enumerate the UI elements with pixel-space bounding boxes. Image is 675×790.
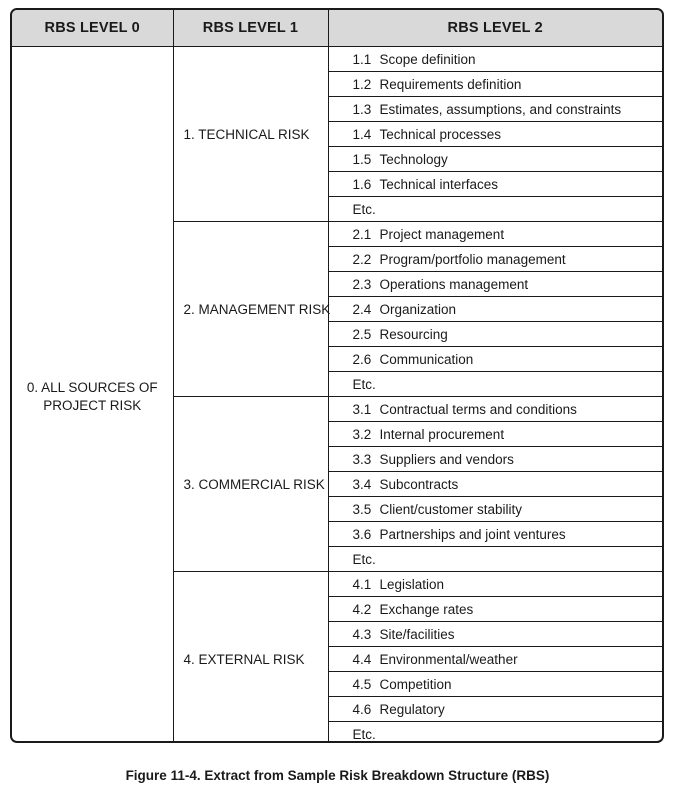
item-number: 1.4	[352, 126, 372, 142]
item-text: Project management	[379, 226, 505, 242]
item-text: Regulatory	[379, 701, 445, 717]
item-text: Etc.	[352, 551, 376, 567]
item-number: 4.5	[352, 676, 372, 692]
item-text: Technical interfaces	[379, 176, 499, 192]
rbs-level-2-item	[328, 672, 662, 697]
rbs-level-2-item	[328, 197, 662, 222]
item-number: 4.3	[352, 626, 372, 642]
item-text: Organization	[379, 301, 457, 317]
item-text: Suppliers and vendors	[379, 451, 514, 467]
item-number: 3.3	[352, 451, 372, 467]
item-number: 1.6	[352, 176, 372, 192]
item-number: 4.1	[352, 576, 372, 592]
item-text: Technical processes	[379, 126, 502, 142]
item-number: 2.2	[352, 251, 372, 267]
rbs-level-2-item	[328, 272, 662, 297]
item-text: Site/facilities	[379, 626, 455, 642]
rbs-level-2-item	[328, 522, 662, 547]
item-text: Estimates, assumptions, and constraints	[379, 101, 622, 117]
item-number: 3.4	[352, 476, 372, 492]
rbs-level-2-item	[328, 222, 662, 247]
item-text: Environmental/weather	[379, 651, 518, 667]
item-text: Etc.	[352, 726, 376, 742]
item-number: 1.5	[352, 151, 372, 167]
rbs-level-2-item	[328, 722, 662, 744]
rbs-level-2-item	[328, 322, 662, 347]
item-text: Legislation	[379, 576, 445, 592]
rbs-level-2-item	[328, 572, 662, 597]
header-rbs-level-2: RBS LEVEL 2	[328, 10, 662, 47]
item-text: Technology	[379, 151, 448, 167]
rbs-level-2-item	[328, 447, 662, 472]
item-text: Contractual terms and conditions	[379, 401, 577, 417]
rbs-level-2-item	[328, 247, 662, 272]
item-number: 3.1	[352, 401, 372, 417]
rbs-level-2-item	[328, 172, 662, 197]
rbs-table-frame	[10, 8, 664, 743]
rbs-level-2-item	[328, 422, 662, 447]
item-text: Partnerships and joint ventures	[379, 526, 566, 542]
rbs-level-2-item	[328, 622, 662, 647]
header-rbs-level-0: RBS LEVEL 0	[12, 10, 173, 47]
table-row	[12, 47, 662, 72]
item-text: Subcontracts	[379, 476, 459, 492]
item-number: 2.6	[352, 351, 372, 367]
rbs-level-1-cell: 1. TECHNICAL RISK	[173, 47, 328, 222]
figure-caption: Figure 11-4. Extract from Sample Risk Breakdown Structure (RBS)	[125, 768, 550, 783]
item-number: 1.3	[352, 101, 372, 117]
item-number: 1.2	[352, 76, 372, 92]
item-number: 4.4	[352, 651, 372, 667]
rbs-level-2-item	[328, 497, 662, 522]
rbs-level-2-item	[328, 147, 662, 172]
rbs-level-2-item	[328, 72, 662, 97]
rbs-level-0-cell: 0. ALL SOURCES OF PROJECT RISK	[12, 47, 173, 744]
item-text: Client/customer stability	[379, 501, 523, 517]
item-number: 3.2	[352, 426, 372, 442]
item-text: Etc.	[352, 201, 376, 217]
rbs-level-2-item	[328, 597, 662, 622]
item-number: 3.6	[352, 526, 372, 542]
item-number: 1.1	[352, 51, 372, 67]
rbs-level-2-item	[328, 647, 662, 672]
item-number: 4.2	[352, 601, 372, 617]
rbs-level-2-item	[328, 297, 662, 322]
rbs-level-2-item	[328, 347, 662, 372]
item-text: Internal procurement	[379, 426, 505, 442]
item-text: Program/portfolio management	[379, 251, 566, 267]
item-text: Resourcing	[379, 326, 448, 342]
item-text: Etc.	[352, 376, 376, 392]
rbs-level-2-item	[328, 547, 662, 572]
item-number: 2.4	[352, 301, 372, 317]
rbs-level-1-cell: 3. COMMERCIAL RISK	[173, 397, 328, 572]
item-text: Communication	[379, 351, 474, 367]
item-number: 4.6	[352, 701, 372, 717]
item-text: Operations management	[379, 276, 529, 292]
rbs-level-2-item	[328, 122, 662, 147]
item-text: Scope definition	[379, 51, 476, 67]
rbs-table	[12, 10, 662, 743]
rbs-level-2-item	[328, 47, 662, 72]
table-header-row	[12, 10, 662, 47]
item-number: 2.3	[352, 276, 372, 292]
rbs-level-1-cell: 4. EXTERNAL RISK	[173, 572, 328, 744]
header-rbs-level-1: RBS LEVEL 1	[173, 10, 328, 47]
rbs-level-2-item	[328, 397, 662, 422]
item-text: Competition	[379, 676, 452, 692]
item-number: 2.1	[352, 226, 372, 242]
rbs-level-1-cell: 2. MANAGEMENT RISK	[173, 222, 328, 397]
item-number: 3.5	[352, 501, 372, 517]
item-number: 2.5	[352, 326, 372, 342]
item-text: Requirements definition	[379, 76, 522, 92]
rbs-level-2-item	[328, 697, 662, 722]
rbs-level-2-item	[328, 372, 662, 397]
item-text: Exchange rates	[379, 601, 474, 617]
rbs-table-body	[12, 47, 662, 744]
rbs-level-2-item	[328, 472, 662, 497]
rbs-level-2-item	[328, 97, 662, 122]
